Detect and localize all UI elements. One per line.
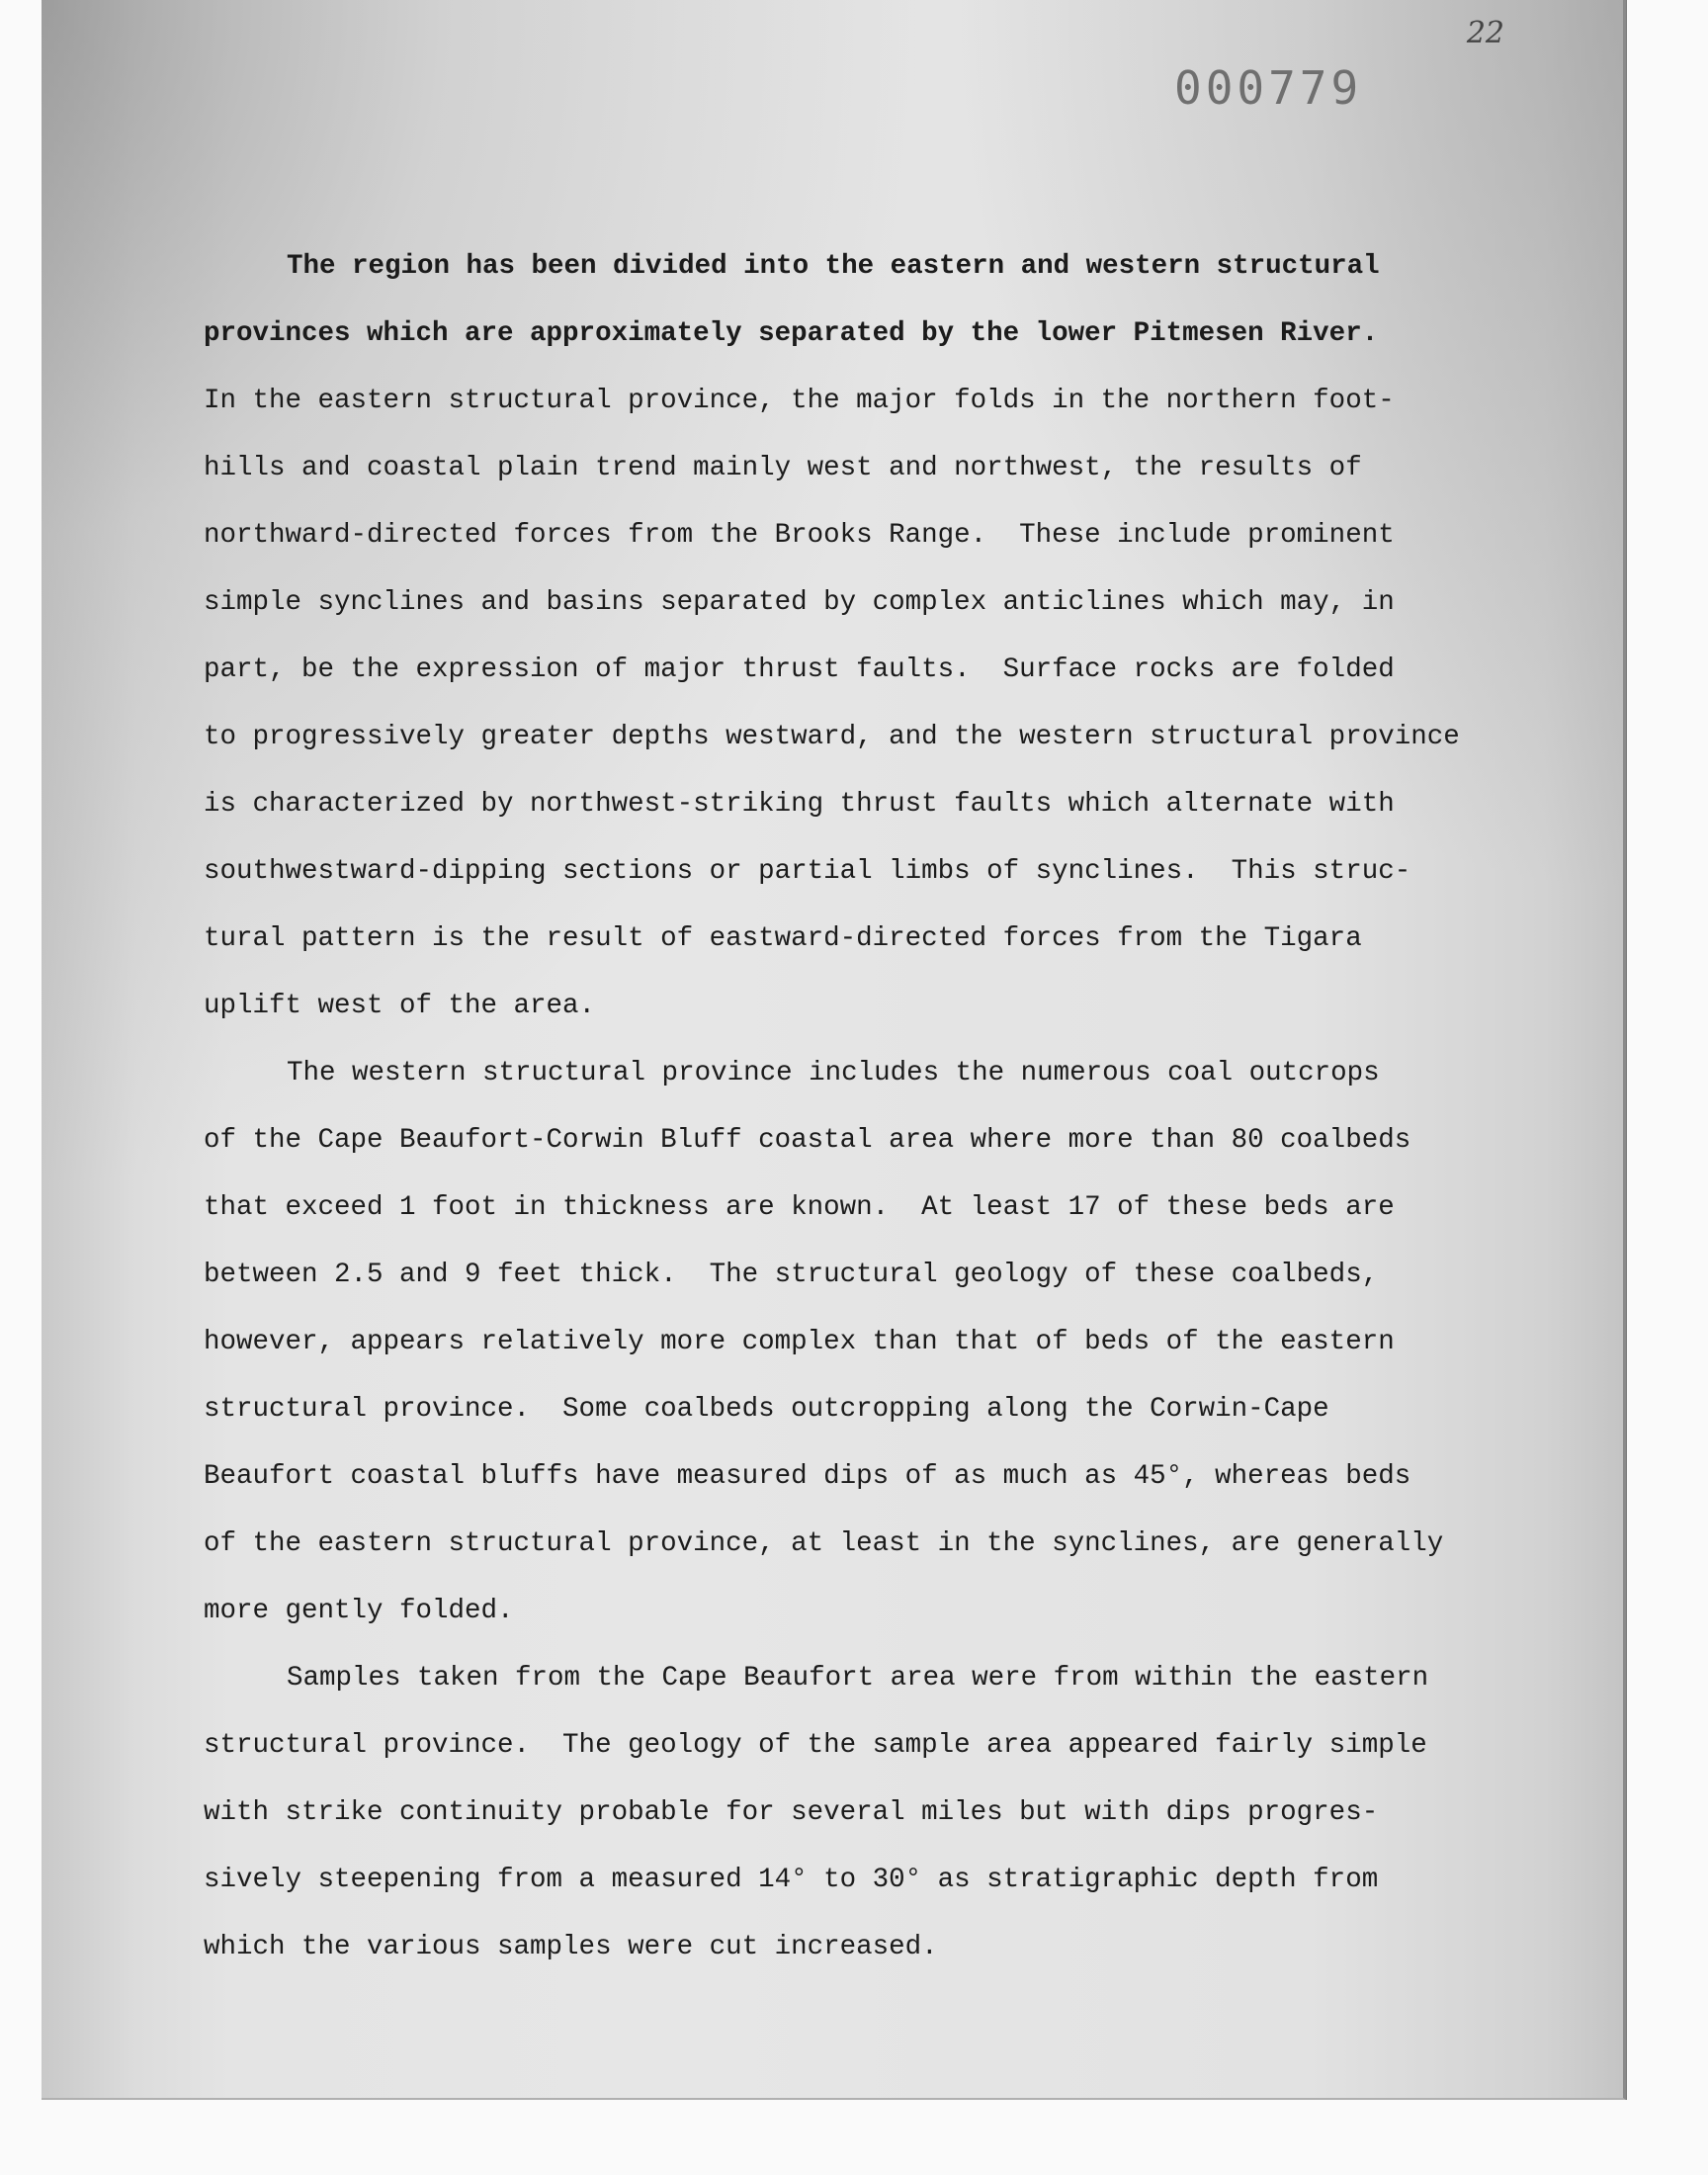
- text-line: The region has been divided into the eastern and western structural: [287, 251, 1380, 282]
- text-line: provinces which are approximately separated by the lower Pitmesen River.: [204, 318, 1379, 349]
- text-line: The western structural province includes the numerous coal outcrops: [287, 1058, 1380, 1088]
- text-line: uplift west of the area.: [204, 991, 596, 1021]
- text-line: sively steepening from a measured 14° to 30° as stratigraphic depth from: [204, 1865, 1379, 1895]
- text-line: between 2.5 and 9 feet thick. The structural geology of these coalbeds,: [204, 1260, 1379, 1290]
- text-line: simple synclines and basins separated by complex anticlines which may, in: [204, 587, 1395, 618]
- text-line: Beaufort coastal bluffs have measured dips of as much as 45°, whereas beds: [204, 1461, 1411, 1492]
- text-line: however, appears relatively more complex than that of beds of the eastern: [204, 1327, 1395, 1357]
- text-line: In the eastern structural province, the major folds in the northern foot-: [204, 386, 1395, 416]
- text-line: of the Cape Beaufort-Corwin Bluff coastal area where more than 80 coalbeds: [204, 1125, 1411, 1156]
- text-line: that exceed 1 foot in thickness are known. At least 17 of these beds are: [204, 1192, 1395, 1223]
- document-page: [42, 0, 1626, 2100]
- text-line: more gently folded.: [204, 1596, 514, 1626]
- text-line: to progressively greater depths westward, and the western structural province: [204, 722, 1460, 752]
- paragraph: [204, 1040, 1548, 1645]
- paragraph: [204, 233, 1548, 1040]
- text-line: which the various samples were cut increased.: [204, 1932, 938, 1962]
- text-line: tural pattern is the result of eastward-directed forces from the Tigara: [204, 923, 1362, 954]
- document-id-stamp: 000779: [1174, 61, 1363, 115]
- text-line: part, be the expression of major thrust faults. Surface rocks are folded: [204, 654, 1395, 685]
- text-line: northward-directed forces from the Brooks Range. These include prominent: [204, 520, 1395, 551]
- text-line: southwestward-dipping sections or partial limbs of synclines. This struc-: [204, 856, 1411, 887]
- text-line: Samples taken from the Cape Beaufort area were from within the eastern: [287, 1663, 1429, 1694]
- text-line: is characterized by northwest-striking thrust faults which alternate with: [204, 789, 1395, 820]
- text-line: with strike continuity probable for several miles but with dips progres-: [204, 1797, 1379, 1828]
- text-line: of the eastern structural province, at least in the synclines, are generally: [204, 1528, 1444, 1559]
- page-number: 22: [1466, 16, 1504, 50]
- body-text: [204, 233, 1548, 1981]
- text-line: structural province. Some coalbeds outcropping along the Corwin-Cape: [204, 1394, 1329, 1425]
- text-line: structural province. The geology of the sample area appeared fairly simple: [204, 1730, 1427, 1761]
- paragraph: [204, 1645, 1548, 1981]
- text-line: hills and coastal plain trend mainly west and northwest, the results of: [204, 453, 1362, 483]
